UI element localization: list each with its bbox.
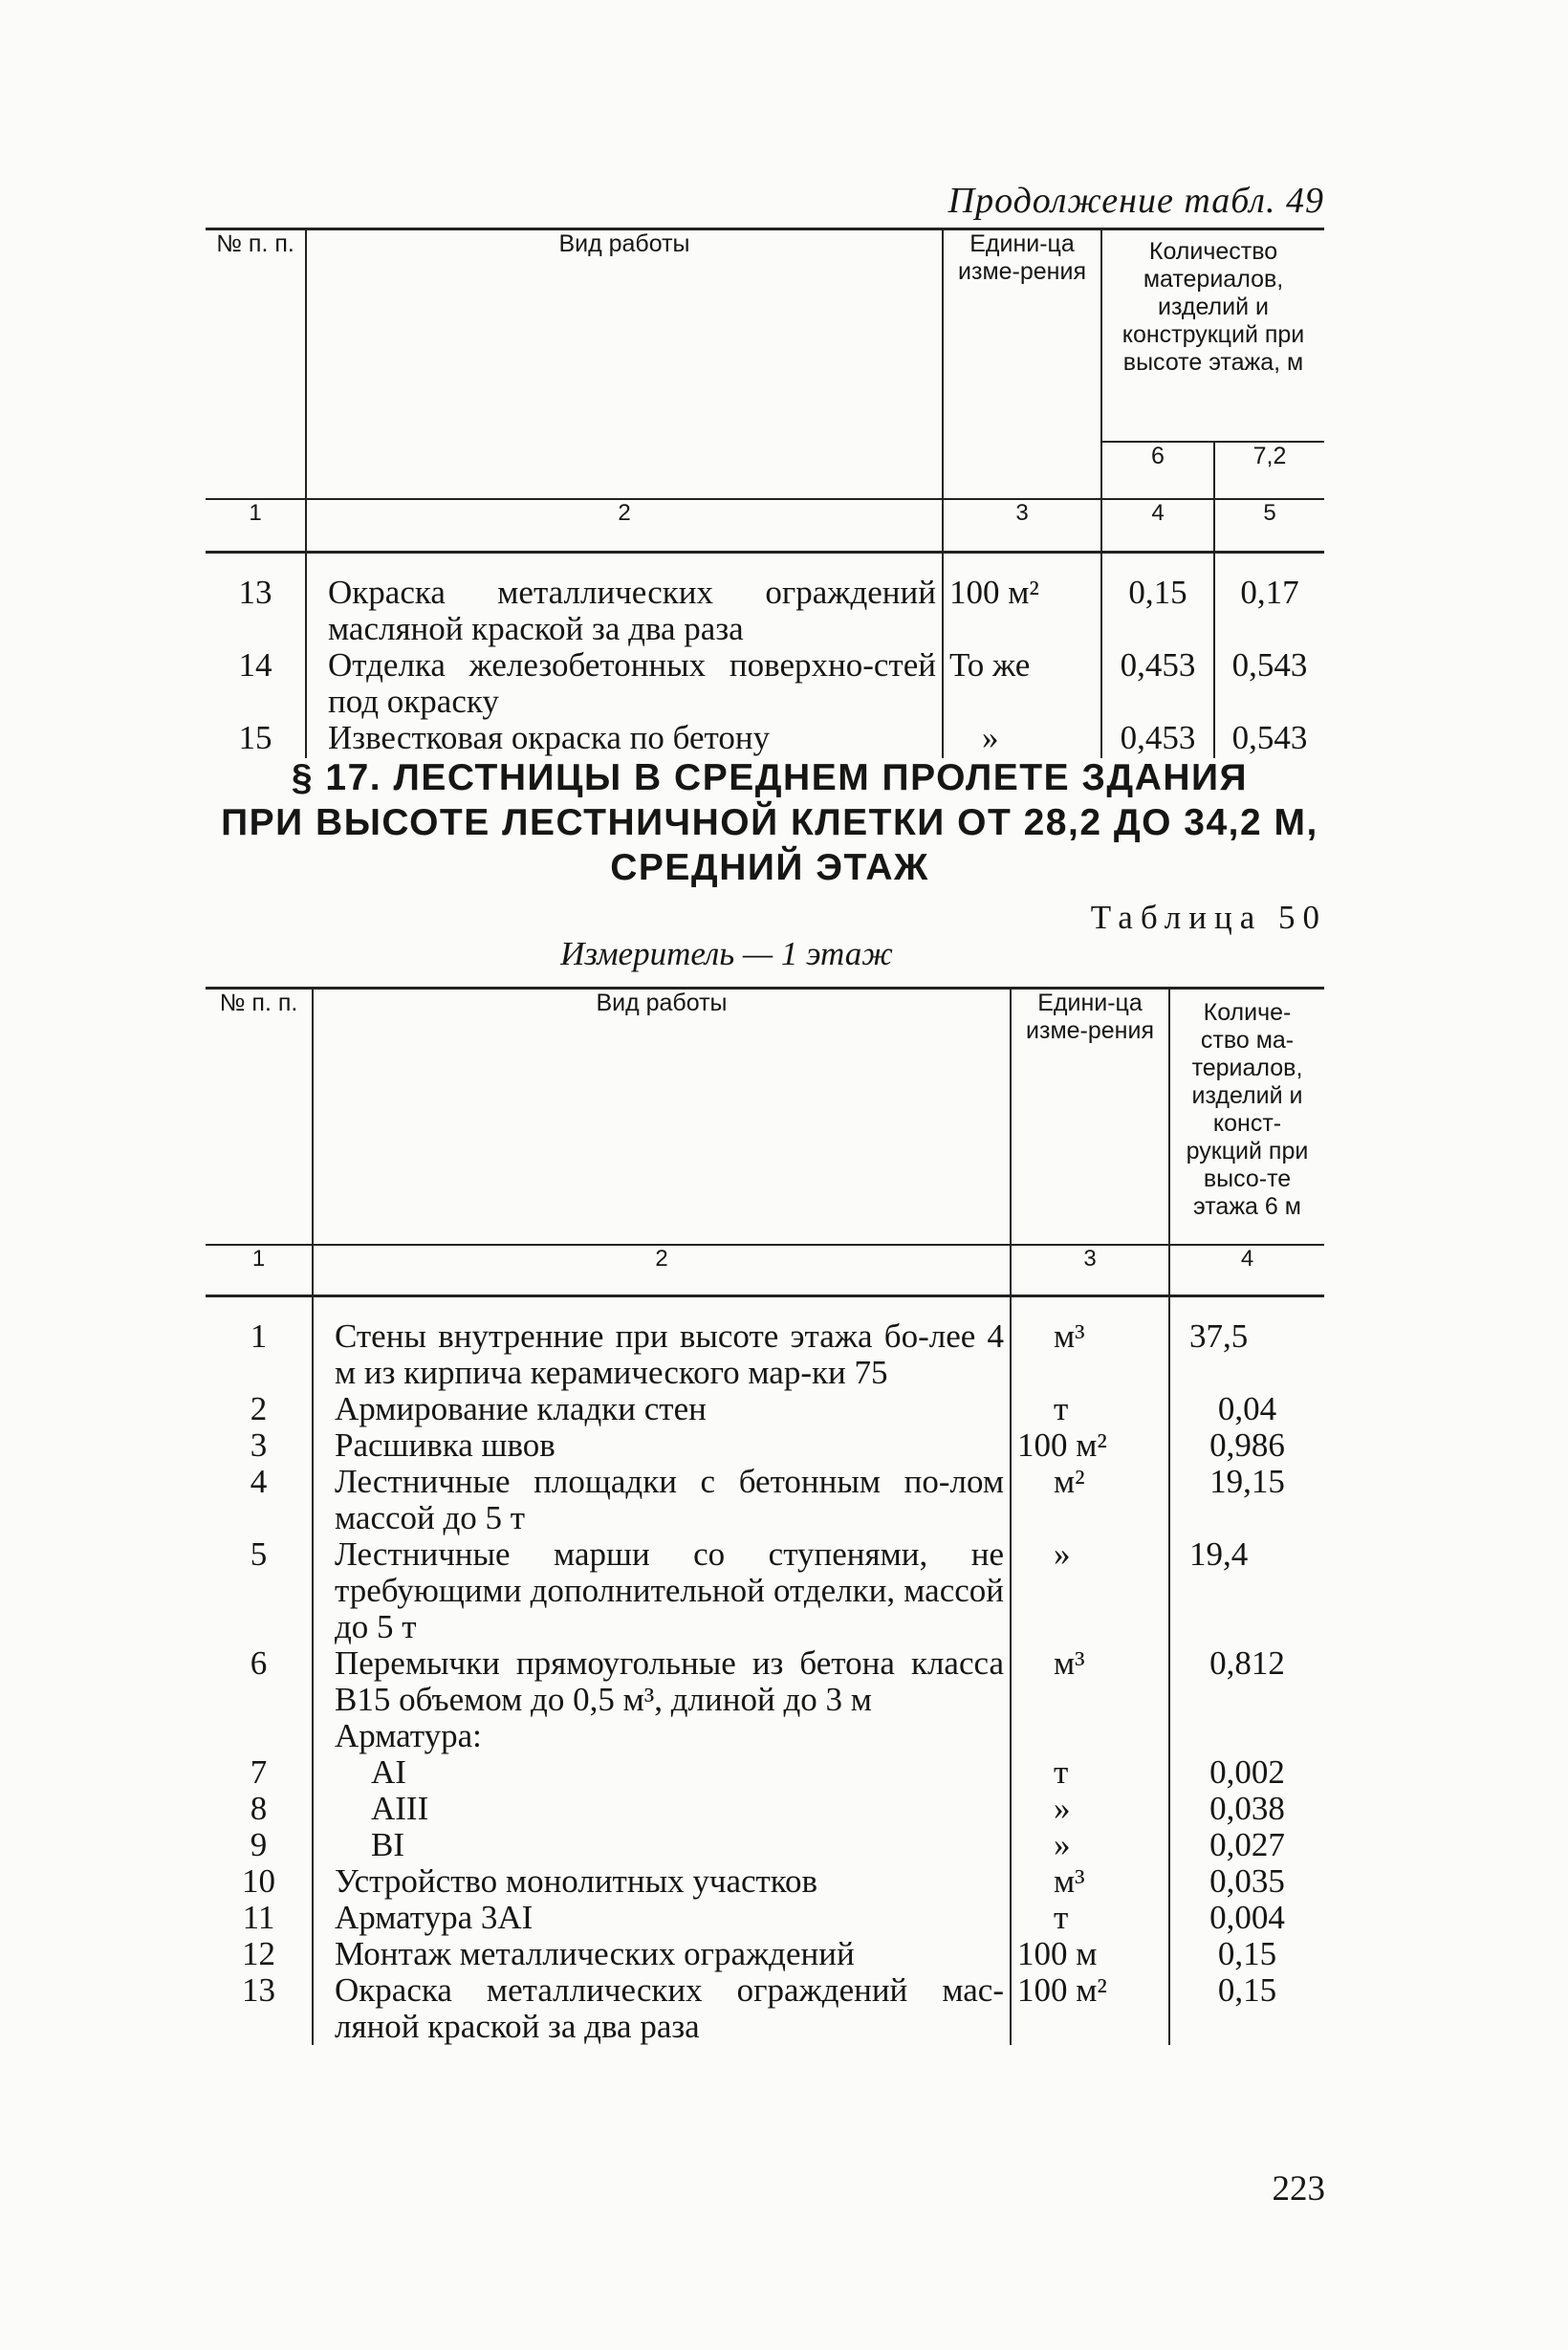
t49-colnum-5: 5	[1214, 499, 1324, 553]
t49-header-qty: Количество материалов, изделий и конструкций при высоте этажа, м	[1101, 229, 1324, 442]
t50-row-num: 2	[250, 1390, 268, 1427]
t50-row-value: 0,002	[1169, 1754, 1324, 1791]
table-row	[206, 553, 1324, 648]
t49-row-unit: То же	[943, 647, 1101, 720]
t50-row-value: 19,4	[1169, 1536, 1324, 1645]
t49-header-num: № п. п.	[216, 230, 294, 257]
t50-row-unit: т	[1011, 1900, 1169, 1936]
t50-row-unit: »	[1011, 1536, 1169, 1645]
t50-row-work	[313, 1791, 1011, 1827]
t49-row-unit: 100 м²	[943, 553, 1101, 648]
table-row	[206, 1391, 1324, 1427]
table-row	[206, 647, 1324, 720]
t50-row-num: 7	[250, 1753, 268, 1791]
t50-row-work: Окраска металлических ограждений мас-ляной краской за два раза	[313, 1972, 1011, 2045]
t50-row-unit	[1011, 1718, 1169, 1754]
t50-header-work: Вид работы	[313, 989, 1011, 1245]
t49-colnum-1: 1	[249, 499, 262, 526]
table-row	[206, 1464, 1324, 1536]
t50-row-unit: м³	[1011, 1645, 1169, 1718]
t50-row-work: Устройство монолитных участков	[313, 1863, 1011, 1900]
t49-row-v6: 0,453	[1101, 720, 1214, 758]
table-row	[206, 1645, 1324, 1718]
t50-colnum-3: 3	[1011, 1245, 1169, 1296]
t50-header-unit: Едини-ца изме-рения	[1011, 989, 1169, 1245]
t50-row-unit: 100 м	[1011, 1936, 1169, 1972]
section-heading-line: § 17. ЛЕСТНИЦЫ В СРЕДНЕМ ПРОЛЕТЕ ЗДАНИЯ	[291, 757, 1249, 798]
t50-row-unit: »	[1011, 1791, 1169, 1827]
t50-row-work: Стены внутренние при высоте этажа бо-лее 4 м из кирпича керамического мар-ки 75	[313, 1296, 1011, 1392]
t50-row-value: 0,15	[1169, 1936, 1324, 1972]
t50-row-num: 5	[250, 1535, 268, 1573]
t49-row-v72: 0,17	[1214, 553, 1324, 648]
continuation-caption: Продолжение табл. 49	[947, 181, 1324, 221]
table-row	[206, 1536, 1324, 1645]
t50-row-unit: 100 м²	[1011, 1427, 1169, 1464]
measure-caption	[0, 935, 1568, 973]
t50-row-unit: м³	[1011, 1863, 1169, 1900]
t50-row-unit: т	[1011, 1391, 1169, 1427]
t50-row-num: 8	[250, 1790, 268, 1827]
t49-header-h6: 6	[1101, 442, 1214, 499]
t49-row-num: 13	[238, 574, 272, 611]
t50-row-work	[313, 1754, 1011, 1791]
table-row	[206, 1827, 1324, 1863]
t50-row-num: 6	[250, 1644, 268, 1682]
t50-header-num: № п. п.	[219, 990, 298, 1016]
t49-row-work: Окраска металлических ограждений масляной краской за два раза	[306, 553, 943, 648]
t50-row-unit: м²	[1011, 1464, 1169, 1536]
section-heading-line: ПРИ ВЫСОТЕ ЛЕСТНИЧНОЙ КЛЕТКИ ОТ 28,2 ДО 34,2 М,	[221, 802, 1318, 843]
t49-row-num: 15	[238, 719, 272, 756]
t50-row-value: 0,027	[1169, 1827, 1324, 1863]
t50-row-num: 3	[250, 1426, 268, 1464]
t50-row-work: Армирование кладки стен	[313, 1391, 1011, 1427]
section-heading	[182, 755, 1358, 890]
table-50	[206, 987, 1324, 2045]
table-row	[206, 1791, 1324, 1827]
table-row	[206, 1427, 1324, 1464]
t50-row-num: 1	[250, 1317, 268, 1355]
table-row	[206, 1863, 1324, 1900]
t50-row-work	[313, 1827, 1011, 1863]
t50-row-work: Перемычки прямоугольные из бетона класса В15 объемом до 0,5 м³, длиной до 3 м	[313, 1645, 1011, 1718]
t50-colnum-4: 4	[1169, 1245, 1324, 1296]
table-row	[206, 1972, 1324, 2045]
t50-row-value: 37,5	[1169, 1296, 1324, 1392]
t50-row-value: 19,15	[1169, 1464, 1324, 1536]
t49-header-unit: Едини-ца изме-рения	[943, 229, 1101, 499]
t50-row-unit: т	[1011, 1754, 1169, 1791]
t50-row-value: 0,986	[1169, 1427, 1324, 1464]
t50-colnum-1: 1	[251, 1245, 266, 1272]
t50-row-work-text: AIII	[371, 1790, 429, 1827]
t50-row-num: 9	[250, 1826, 268, 1863]
page-number: 223	[1272, 2169, 1325, 2209]
t50-row-value: 0,04	[1169, 1391, 1324, 1427]
table-row	[206, 1296, 1324, 1392]
t50-row-value: 0,038	[1169, 1791, 1324, 1827]
t49-colnum-4: 4	[1101, 499, 1214, 553]
t50-row-num: 10	[242, 1862, 275, 1900]
t49-colnum-2: 2	[306, 499, 943, 553]
t49-row-work: Отделка железобетонных поверхно-стей под окраску	[306, 647, 943, 720]
table-row	[206, 1936, 1324, 1972]
t49-colnum-3: 3	[943, 499, 1101, 553]
t50-colnum-2: 2	[313, 1245, 1011, 1296]
t50-row-work: Монтаж металлических ограждений	[313, 1936, 1011, 1972]
t50-row-work-text: BI	[371, 1826, 404, 1863]
t50-header-qty: Количе-ство ма-териалов, изделий и конст-рукций при высо-те этажа 6 м	[1169, 989, 1324, 1245]
t49-header-h72: 7,2	[1214, 442, 1324, 499]
t50-row-work: Расшивка швов	[313, 1427, 1011, 1464]
table-49	[206, 228, 1324, 758]
section-heading-line: СРЕДНИЙ ЭТАЖ	[610, 847, 929, 888]
t50-row-work: Арматура:	[313, 1718, 1011, 1754]
t49-header-work: Вид работы	[306, 229, 943, 499]
t49-row-num: 14	[238, 646, 272, 684]
t50-row-work-text: AI	[371, 1753, 406, 1791]
t50-row-num: 4	[250, 1463, 268, 1500]
t50-row-value: 0,15	[1169, 1972, 1324, 2045]
t50-row-work: Лестничные площадки с бетонным по-лом массой до 5 т	[313, 1464, 1011, 1536]
t50-row-work: Арматура 3AI	[313, 1900, 1011, 1936]
t49-row-v6: 0,15	[1101, 553, 1214, 648]
table-row	[206, 1718, 1324, 1754]
t50-row-work: Лестничные марши со ступенями, не требующими дополнительной отделки, массой до 5 т	[313, 1536, 1011, 1645]
table-row	[206, 1754, 1324, 1791]
table-label: Таблица 50	[1090, 899, 1327, 936]
t50-row-num: 11	[242, 1899, 275, 1936]
t49-row-unit: »	[943, 720, 1101, 758]
measure-text: Измеритель — 1 этаж	[560, 935, 893, 972]
t50-row-value	[1169, 1718, 1324, 1754]
t49-row-work: Известковая окраска по бетону	[306, 720, 943, 758]
t50-row-num: 13	[242, 1971, 275, 2009]
t49-row-v72: 0,543	[1214, 647, 1324, 720]
t50-row-unit: »	[1011, 1827, 1169, 1863]
table-row	[206, 1900, 1324, 1936]
t50-row-num: 12	[242, 1935, 275, 1972]
t50-row-num	[206, 1718, 313, 1754]
t50-row-unit: м³	[1011, 1296, 1169, 1392]
t49-row-v6: 0,453	[1101, 647, 1214, 720]
t49-row-v72: 0,543	[1214, 720, 1324, 758]
t50-row-unit: 100 м²	[1011, 1972, 1169, 2045]
t50-row-value: 0,004	[1169, 1900, 1324, 1936]
table-row	[206, 720, 1324, 758]
t50-row-value: 0,035	[1169, 1863, 1324, 1900]
t50-row-value: 0,812	[1169, 1645, 1324, 1718]
